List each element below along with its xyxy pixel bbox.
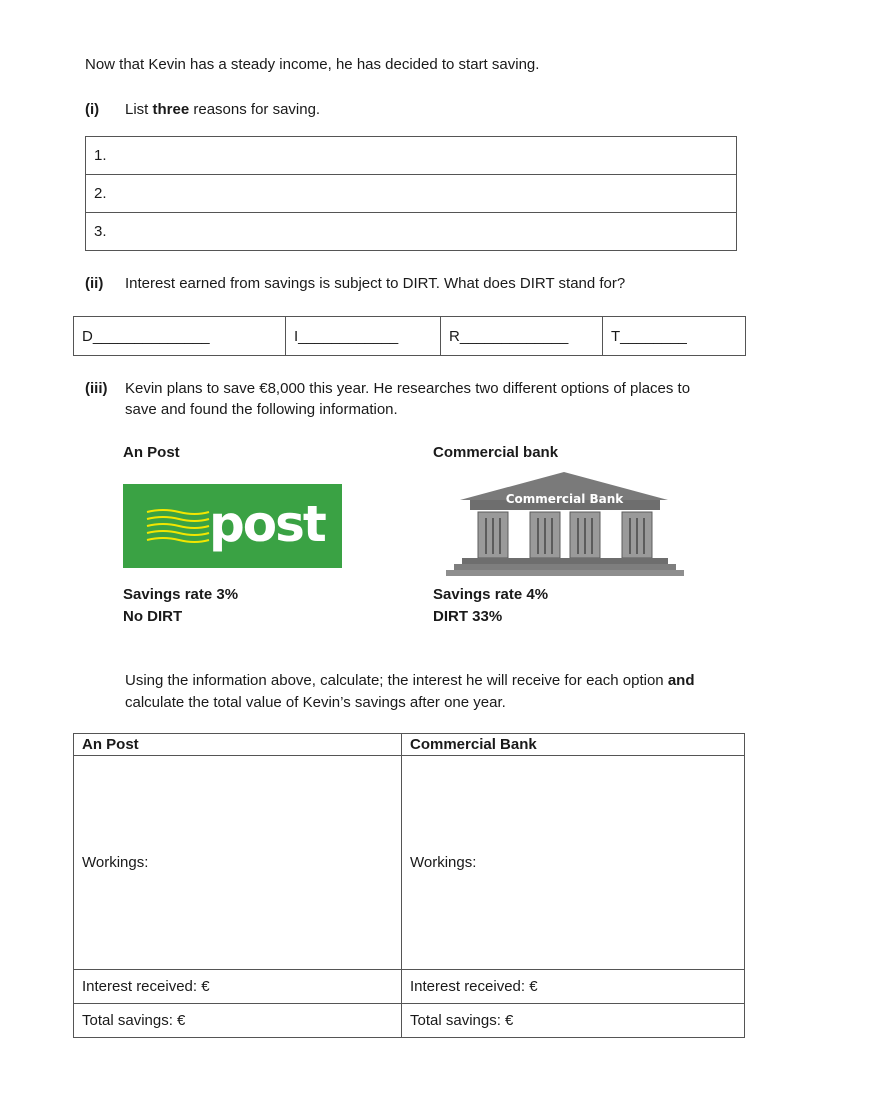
- question-number-iii: (iii): [85, 380, 108, 397]
- question-i-text-bold: three: [152, 101, 190, 118]
- bank-building-icon: [442, 470, 687, 578]
- workings-commercial-bank[interactable]: Workings:: [402, 756, 745, 970]
- option-a-dirt: No DIRT: [123, 608, 183, 625]
- question-i-text: [125, 99, 320, 121]
- question-iii-line-1: Kevin plans to save €8,000 this year. He researches two different options of places to: [125, 380, 691, 397]
- instruction-line-2: calculate the total value of Kevin’s savings after one year.: [125, 694, 506, 711]
- reasons-table: [85, 136, 737, 251]
- dirt-cell-i[interactable]: I____________: [286, 317, 441, 356]
- option-b-dirt: DIRT 33%: [433, 608, 503, 625]
- question-ii-text: Interest earned from savings is subject to DIRT. What does DIRT stand for?: [125, 275, 626, 292]
- reason-row-2[interactable]: 2.: [86, 175, 737, 213]
- an-post-logo-text: post: [209, 495, 325, 553]
- calculation-table: [73, 733, 745, 1038]
- dirt-cell-t[interactable]: T________: [603, 317, 746, 356]
- question-i-text-pre: List: [125, 101, 153, 118]
- commercial-bank-logo: [442, 470, 687, 578]
- question-i-text-post: reasons for saving.: [189, 101, 321, 118]
- bank-logo-text: Commercial Bank: [505, 492, 624, 506]
- option-b-rate: Savings rate 4%: [433, 586, 549, 603]
- interest-received-commercial-bank[interactable]: Interest received: €: [402, 970, 745, 1004]
- an-post-logo: [123, 484, 342, 568]
- dirt-cell-r[interactable]: R_____________: [441, 317, 603, 356]
- intro-text: Now that Kevin has a steady income, he has decided to start saving.: [85, 56, 540, 73]
- reason-row-3[interactable]: 3.: [86, 213, 737, 251]
- instruction-line-1-pre: Using the information above, calculate; the interest he will receive for each option: [125, 672, 668, 689]
- total-savings-commercial-bank[interactable]: Total savings: €: [402, 1004, 745, 1038]
- workings-an-post[interactable]: Workings:: [74, 756, 402, 970]
- instruction-line-1: [125, 670, 694, 692]
- reason-row-1[interactable]: 1.: [86, 137, 737, 175]
- post-horn-lines-icon: [145, 504, 211, 548]
- interest-received-an-post[interactable]: Interest received: €: [74, 970, 402, 1004]
- option-a-rate: Savings rate 3%: [123, 586, 239, 603]
- question-iii-line-2: save and found the following information.: [125, 401, 398, 418]
- col-header-an-post: An Post: [74, 734, 402, 756]
- total-savings-an-post[interactable]: Total savings: €: [74, 1004, 402, 1038]
- dirt-table: [73, 316, 746, 356]
- option-a-title: An Post: [123, 444, 180, 461]
- dirt-cell-d[interactable]: D______________: [74, 317, 286, 356]
- question-number-i: (i): [85, 101, 100, 118]
- col-header-commercial-bank: Commercial Bank: [402, 734, 745, 756]
- instruction-line-1-bold: and: [667, 672, 695, 689]
- option-b-title: Commercial bank: [433, 444, 559, 461]
- question-number-ii: (ii): [85, 275, 104, 292]
